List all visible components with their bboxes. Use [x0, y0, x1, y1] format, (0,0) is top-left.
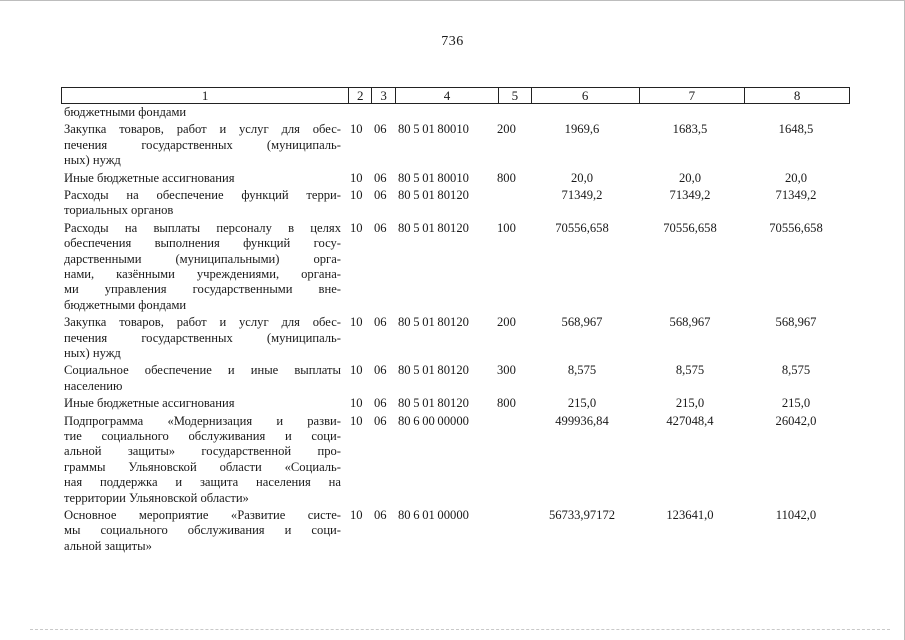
header-col-5: 5	[499, 88, 532, 103]
row-description-line: мы социального обслуживания и соци-	[64, 523, 341, 538]
row-description-line: ториальных органов	[64, 203, 174, 218]
row-amount-col-8: 70556,658	[769, 220, 823, 235]
row-description-line: Социальное обеспечение и иные выплаты	[64, 363, 341, 378]
row-description-line: бюджетными фондами	[64, 297, 187, 312]
row-description-line: Подпрограмма «Модернизация и разви-	[64, 413, 341, 428]
row-amount-col-8: 20,0	[784, 170, 808, 185]
row-target-article: 80 6 00 00000	[398, 413, 469, 428]
row-amount-col-8: 71349,2	[775, 188, 817, 202]
row-target-article: 80 5 01 80120	[398, 188, 469, 202]
row-description	[64, 414, 341, 506]
row-description-line: Расходы на обеспечение функций терри-	[64, 188, 341, 202]
row-section-code: 10	[350, 396, 363, 411]
table-header-row	[61, 87, 850, 104]
row-amount-col-6: 70556,658	[555, 220, 609, 235]
row-amount-col-6: 20,0	[570, 170, 594, 185]
header-col-3: 3	[372, 88, 396, 103]
row-target-article: 80 5 01 80010	[398, 170, 469, 185]
row-section-code: 10	[350, 170, 363, 185]
row-description-line: территории Ульяновской области»	[64, 490, 249, 505]
row-description	[64, 171, 341, 186]
row-description-line: печения государственных (муниципаль-	[64, 330, 341, 345]
row-subsection-code: 06	[374, 220, 387, 235]
row-description-line: нами, казёнными учреждениями, органа-	[64, 267, 341, 282]
row-description-line: Расходы на выплаты персоналу в целях	[64, 220, 341, 235]
row-description	[64, 122, 341, 168]
row-description-line: населению	[64, 378, 123, 393]
row-amount-col-6: 56733,97172	[548, 508, 616, 522]
row-amount-col-8: 26042,0	[775, 413, 817, 428]
row-amount-col-7: 568,967	[669, 315, 711, 330]
header-col-7: 7	[640, 88, 746, 103]
row-description	[64, 363, 341, 394]
row-target-article: 80 6 01 00000	[398, 508, 469, 522]
row-description-line: ми управления государственными вне-	[64, 282, 341, 297]
row-amount-col-7: 1683,5	[672, 122, 708, 137]
row-amount-col-8: 1648,5	[778, 122, 814, 137]
row-subsection-code: 06	[374, 315, 387, 330]
row-target-article: 80 5 01 80120	[398, 363, 469, 378]
row-subsection-code: 06	[374, 188, 387, 202]
row-amount-col-8: 8,575	[781, 363, 811, 378]
row-amount-col-6: 8,575	[567, 363, 597, 378]
row-amount-col-7: 427048,4	[666, 413, 714, 428]
row-amount-col-6: 499936,84	[555, 413, 609, 428]
row-amount-col-6: 215,0	[567, 396, 597, 411]
row-description-line: Иные бюджетные ассигнования	[64, 396, 235, 411]
row-amount-col-7: 70556,658	[663, 220, 717, 235]
row-expense-type: 800	[497, 170, 516, 185]
row-expense-type: 200	[497, 122, 516, 137]
row-amount-col-8: 11042,0	[775, 508, 817, 522]
row-section-code: 10	[350, 413, 363, 428]
row-description	[64, 508, 341, 554]
row-amount-col-7: 71349,2	[669, 188, 711, 202]
row-description	[64, 396, 341, 411]
row-description-line: ных) нужд	[64, 153, 121, 168]
row-description	[64, 188, 341, 219]
row-amount-col-7: 8,575	[675, 363, 705, 378]
row-expense-type: 300	[497, 363, 516, 378]
row-section-code: 10	[350, 508, 363, 522]
header-col-4: 4	[396, 88, 499, 103]
page-number: 736	[441, 34, 464, 49]
row-description-line: обеспечения выполнения функций госу-	[64, 236, 341, 251]
row-target-article: 80 5 01 80120	[398, 315, 469, 330]
row-description-line: граммы Ульяновской области «Социаль-	[64, 459, 341, 474]
row-description	[64, 221, 341, 313]
row-amount-col-8: 215,0	[781, 396, 811, 411]
row-expense-type: 200	[497, 315, 516, 330]
row-description-line: Иные бюджетные ассигнования	[64, 170, 235, 185]
row-section-code: 10	[350, 363, 363, 378]
row-subsection-code: 06	[374, 396, 387, 411]
row-description-line: печения государственных (муниципаль-	[64, 137, 341, 152]
row-section-code: 10	[350, 122, 363, 137]
header-col-8: 8	[793, 88, 801, 103]
row-description-line: ных) нужд	[64, 346, 121, 360]
row-subsection-code: 06	[374, 170, 387, 185]
header-col-6: 6	[532, 88, 640, 103]
row-description-line: Закупка товаров, работ и услуг для обес-	[64, 315, 341, 330]
row-description	[64, 105, 341, 120]
row-description	[64, 315, 341, 361]
row-expense-type: 100	[497, 220, 516, 235]
row-section-code: 10	[350, 188, 363, 202]
row-description-line: Закупка товаров, работ и услуг для обес-	[64, 122, 341, 137]
row-section-code: 10	[350, 315, 363, 330]
row-amount-col-7: 215,0	[675, 396, 705, 411]
row-amount-col-7: 123641,0	[666, 508, 714, 522]
row-description-line: дарственными (муниципальными) орга-	[64, 251, 341, 266]
row-expense-type: 800	[497, 396, 516, 411]
page-bottom-divider	[30, 629, 890, 630]
header-col-1: 1	[62, 88, 349, 103]
row-description-line: бюджетными фондами	[64, 105, 187, 119]
row-description-line: ная поддержка и защита населения на	[64, 475, 341, 490]
row-description-line: альной защиты» государственной про-	[64, 444, 341, 459]
row-target-article: 80 5 01 80010	[398, 122, 469, 137]
row-amount-col-8: 568,967	[775, 315, 817, 330]
row-section-code: 10	[350, 220, 363, 235]
row-target-article: 80 5 01 80120	[398, 220, 469, 235]
row-amount-col-6: 71349,2	[561, 188, 603, 202]
row-description-line: тие социального обслуживания и соци-	[64, 429, 341, 443]
row-amount-col-6: 568,967	[561, 315, 603, 330]
row-subsection-code: 06	[374, 508, 387, 522]
row-amount-col-7: 20,0	[678, 170, 702, 185]
row-subsection-code: 06	[374, 363, 387, 378]
row-target-article: 80 5 01 80120	[398, 396, 469, 411]
header-col-2: 2	[349, 88, 372, 103]
row-subsection-code: 06	[374, 413, 387, 428]
row-amount-col-6: 1969,6	[564, 122, 600, 137]
row-description-line: Основное мероприятие «Развитие систе-	[64, 508, 341, 522]
row-description-line: альной защиты»	[64, 538, 152, 553]
row-subsection-code: 06	[374, 122, 387, 137]
